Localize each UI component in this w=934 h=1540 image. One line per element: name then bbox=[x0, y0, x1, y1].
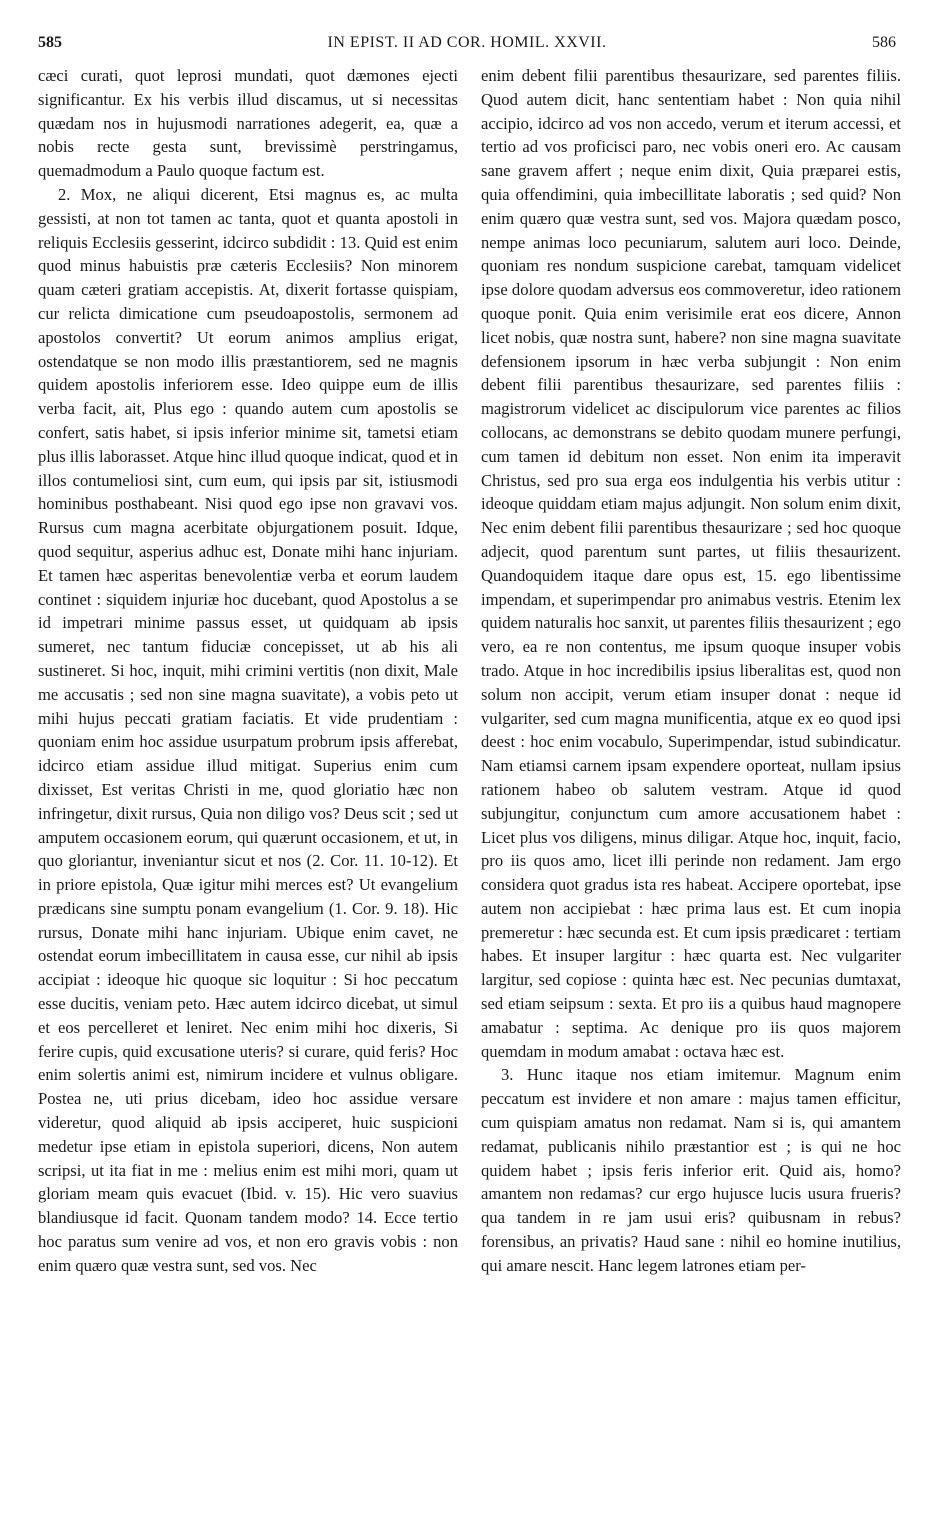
left-column bbox=[38, 64, 458, 1278]
page-number-left: 585 bbox=[38, 34, 62, 51]
header-rule bbox=[38, 60, 896, 61]
running-header bbox=[38, 34, 896, 58]
left-paragraph-1: cæci curati, quot leprosi mundati, quot dæmones ejecti significantur. Ex his verbis illud discamus, ut si necessitas quædam nos in hujusmodi narrationes adegerit, ea, quæ a nobis recte gesta sunt, brevissimè perstringamus, quemadmodum a Paulo quoque factum est. bbox=[38, 66, 458, 181]
right-column bbox=[481, 64, 901, 1278]
page-number-right: 586 bbox=[872, 34, 896, 51]
left-paragraph-2: 2. Mox, ne aliqui dicerent, Etsi magnus es, ac multa gessisti, at non tot tamen ac tanta, quot et quanta apostoli in reliquis Ecclesiis gesserint, idcirco subdidit : 13. Quid est enim quod minus habuistis præ cæteris Ecclesiis? Non minorem quam cæteri gratiam accepistis. At, dixerit fortasse quispiam, cur relicta dimicatione cum pseudoapostolis, sermonem ad apostolos convertit? Ut eorum animos amplius erigat, ostendatque se non modo illis præstantiorem, sed ne magnis quidem apostolis inferiorem esse. Ideo quippe eum de illis verba facit, ait, Plus ego : quando autem cum apostolis se confert, satis habet, si ipsis inferior minime sit, tametsi etiam plus illis laborasset. Atque hinc illud quoque indicat, quod et in illos contumeliosi sint, cum eum, qui ipsis par sit, istiusmodi hominibus posthabeant. Nisi quod ego ipse non gravavi vos. Rursus cum magna acerbitate objurgationem posuit. Idque, quod sequitur, asperius adhuc est, Donate mihi hanc injuriam. Et tamen hæc asperitas benevolentiæ verba et eorum laudem continet : siquidem injuriæ hoc ducebant, quod Apostolus a se id impetrari minime passus esset, ut quidquam ab ipsis sumeret, nec tantum fiduciæ concepisset, ut ab his ali sustineret. Si hoc, inquit, mihi crimini vertitis (non dixit, Male me accusatis ; sed non sine magna suavitate), a vobis peto ut mihi hujus peccati gratiam faciatis. Et vide prudentiam : quoniam enim hoc assidue usurpatum probrum ipsis afferebat, idcirco etiam assidue illud mitigat. Superius enim cum dixisset, Est veritas Christi in me, quod gloriatio hæc non infringetur, dixit rursus, Quia non diligo vos? Deus scit ; sed ut amputem occasionem eorum, qui quærunt occasionem, et ut, in quo gloriantur, inveniantur sicut et nos (2. Cor. 11. 10-12). Et in priore epistola, Quæ igitur mihi merces est? Ut evangelium prædicans sine sumptu ponam evangelium (1. Cor. 9. 18). Hic rursus, Donate mihi hanc injuriam. Ubique enim cavet, ne ostendat eorum imbecillitatem in causa esse, cur nihil ab ipsis accipiat : ideoque hic quoque sic loquitur : Si hoc peccatum esse ducitis, veniam peto. Hæc autem idcirco dicebat, ut simul et eos percelleret et leniret. Nec enim mihi hoc dixeris, Si ferire cupis, quid excusatione uteris? si curare, quid feris? Hoc enim solertis animi est, nimirum incidere et vulnus obligare. Postea ne, uti prius dicebam, ideo hoc assidue versare videretur, quod aliquid ab ipsis acciperet, huic suspicioni medetur ipse etiam in epistola superiori, dicens, Non autem scripsi, ut ita fiat in me : melius enim est mihi mori, quam ut gloriam meam quis evacuet (Ibid. v. 15). Hic vero suavius blandiusque id facit. Quonam tandem modo? 14. Ecce tertio hoc paratus sum venire ad vos, et non ero gravis vobis : non enim quæro quæ vestra sunt, sed vos. Nec bbox=[38, 184, 458, 1275]
running-title: IN EPIST. II AD COR. HOMIL. XXVII. bbox=[327, 34, 607, 51]
right-paragraph-1: enim debent filii parentibus thesaurizare, sed parentes filiis. Quod autem dicit, hanc sententiam habet : Non quia nihil accipio, idcirco ad vos non accedo, verum et iterum accessi, et tertio ad vos proficisci paro, nec vobis oneri ero. Ac causam sane gravem affert ; neque enim dixit, Quia præparei estis, quia offendimini, quia imbecillitate laboratis ; sed quid? Non enim quæro quæ vestra sunt, sed vos. Majora quædam posco, nempe animas loco pecuniarum, salutem auri loco. Deinde, quoniam res nondum suspicione carebat, tamquam videlicet ipse dolore quodam adversus eos commoveretur, ideo rationem quoque ponit. Quia enim verisimile erat eos dicere, Annon licet nobis, quæ nostra sunt, habere? non sine magna suavitate defensionem ipsorum in hæc verba subjungit : Non enim debent filii parentibus thesaurizare, sed parentes filiis : magistrorum videlicet ac discipulorum vice parentes ac filios collocans, ac demonstrans se debito quodam munere perfungi, cum tamen id debitum non esset. Non enim ita imperavit Christus, sed pro sua erga eos indulgentia his verbis utitur : ideoque quiddam etiam majus adjungit. Non solum enim dixit, Nec enim debent filii parentibus thesaurizare ; sed hoc quoque adjecit, quod parentum sunt partes, ut filiis thesaurizent. Quandoquidem itaque dare opus est, 15. ego libentissime impendam, et superimpendar pro animabus vestris. Etenim lex quidem naturalis hoc sanxit, ut parentes filiis thesaurizent ; ego vero, ea re non contentus, me ipsum quoque insuper vobis trado. Atque in hoc incredibilis ipsius liberalitas est, quod non solum non accipit, verum etiam insuper donat : neque id vulgariter, sed cum magna munificentia, atque ex eo quod ipsi deest : hoc enim vocabulo, Superimpendar, istud subindicatur. Nam etiamsi carnem ipsam expendere oporteat, nullam ipsius rationem habeo ob salutem vestram. Atque id quod subjungitur, conjunctum cum amore accusationem habet : Licet plus vos diligens, minus diligar. Atque hoc, inquit, facio, pro iis quos amo, licet illi perinde non redament. Jam ergo considera quot gradus ista res habeat. Accipere oportebat, ipse autem non accipiebat : hæc prima laus est. Et cum inopia premeretur : hæc secunda est. Et cum ipsis prædicaret : tertiam habes. Et insuper largitur : hæc quarta est. Nec vulgariter largitur, sed copiose : quinta hæc est. Nec pecunias dumtaxat, sed etiam seipsum : sexta. Et pro iis a quibus haud magnopere amabatur : septima. Ac denique pro iis quos majorem quemdam in modum amabat : octava hæc est. bbox=[481, 66, 901, 1061]
right-paragraph-2: 3. Hunc itaque nos etiam imitemur. Magnum enim peccatum est invidere et non amare : majus tamen efficitur, cum quispiam amatus non redamat. Nam si is, qui amantem redamat, publicanis nihilo præstantior est ; is qui ne hoc quidem habet ; ipsis feris inferior erit. Quid ais, homo? amantem non redamas? cur ergo hujusce lucis usura frueris? qua tandem in re jam usui eris? quibusnam in rebus? forensibus, an privatis? Haud sane : nihil eo homine inutilius, qui amare nescit. Hanc legem latrones etiam per- bbox=[481, 1065, 901, 1275]
